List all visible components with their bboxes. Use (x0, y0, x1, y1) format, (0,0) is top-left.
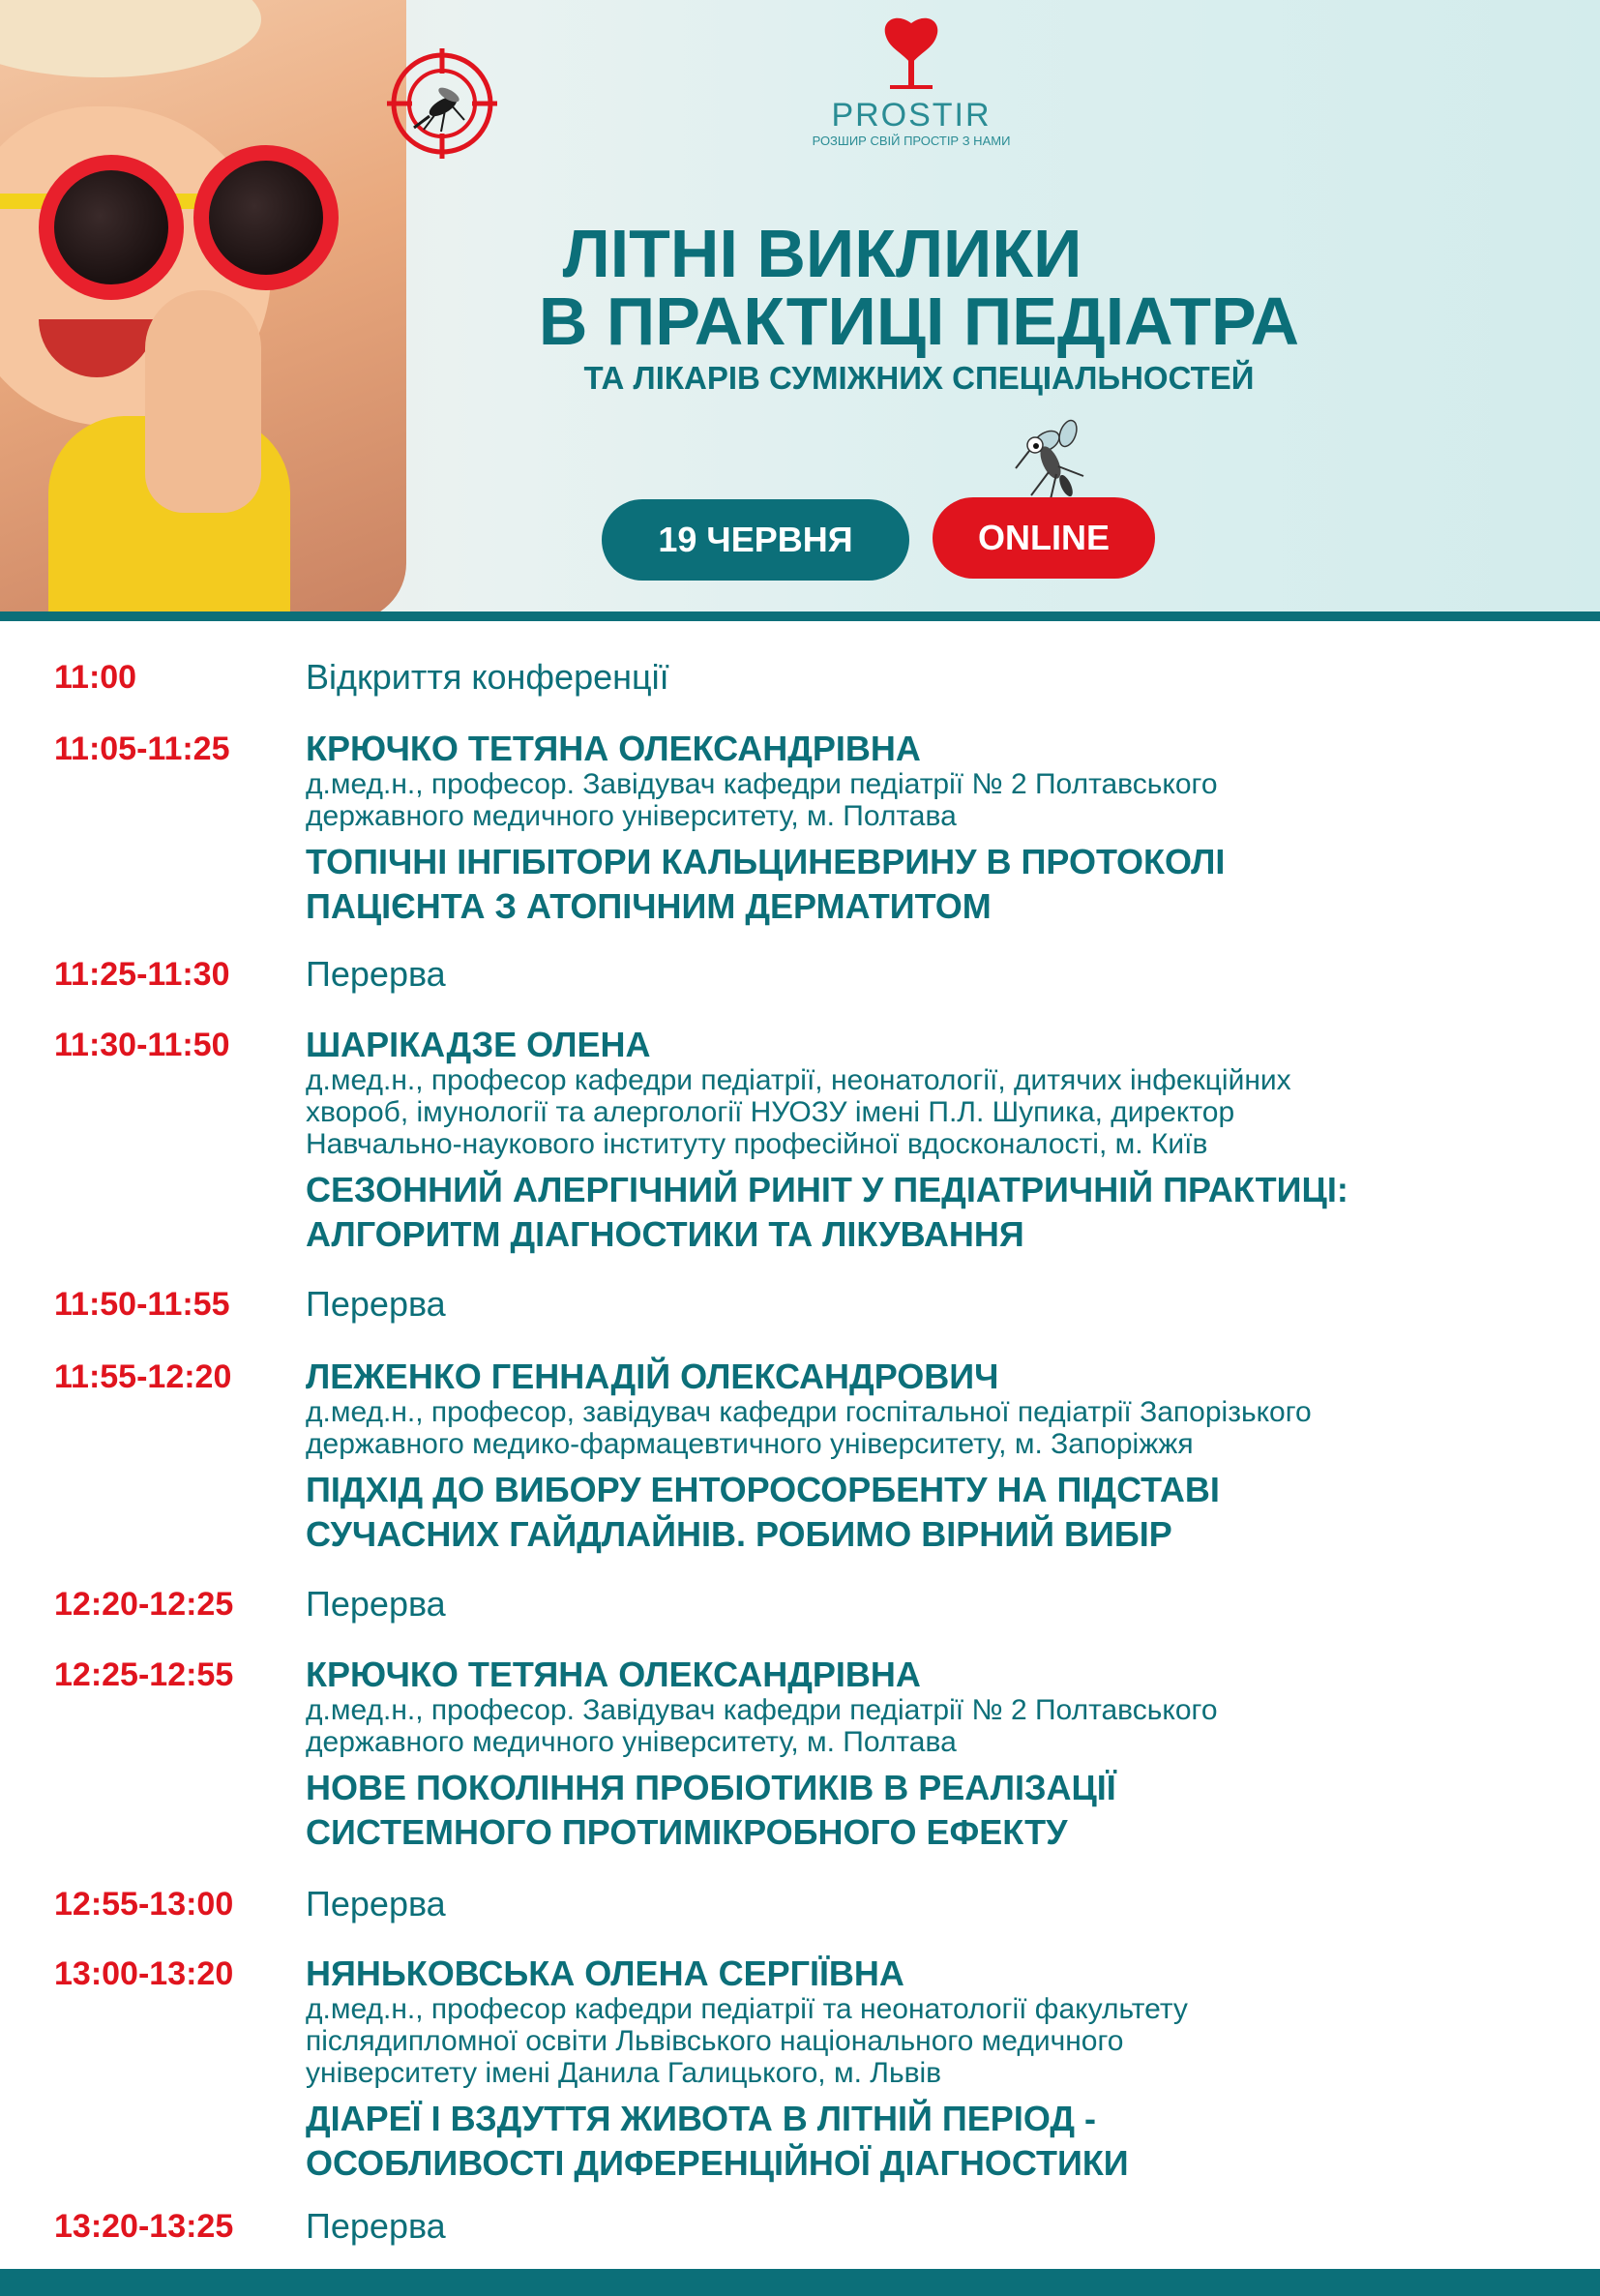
footer-bar (0, 2269, 1600, 2296)
session-content (306, 1357, 1573, 1557)
affiliation-line: д.мед.н., професор кафедри педіатрії та неонатології факультету (306, 1993, 1188, 2025)
speaker-affiliation (306, 1694, 1573, 1758)
session-content (306, 1954, 1573, 2186)
session-content (306, 658, 1573, 697)
session-content (306, 1285, 1573, 1324)
topic-line: СИСТЕМНОГО ПРОТИМІКРОБНОГО ЕФЕКТУ (306, 1812, 1068, 1852)
session-time: 13:20-13:25 (54, 2208, 234, 2245)
tree-logo-icon (876, 14, 946, 91)
affiliation-line: державного медичного університету, м. Полтава (306, 1726, 957, 1758)
session-content (306, 730, 1573, 929)
title-line-1: ЛІТНІ ВИКЛИКИ (562, 216, 1082, 291)
date-badge: 19 ЧЕРВНЯ (602, 499, 909, 581)
session-time: 11:30-11:50 (54, 1027, 230, 1063)
topic-line: АЛГОРИТМ ДІАГНОСТИКИ ТА ЛІКУВАННЯ (306, 1214, 1024, 1254)
session-content (306, 955, 1573, 994)
topic-line: ДІАРЕЇ І ВЗДУТТЯ ЖИВОТА В ЛІТНІЙ ПЕРІОД - (306, 2099, 1096, 2138)
affiliation-line: Навчально-наукового інституту професійної вдосконалості, м. Київ (306, 1128, 1208, 1160)
session-time: 11:05-11:25 (54, 731, 230, 767)
talk-topic (306, 1468, 1573, 1557)
subtitle: ТА ЛІКАРІВ СУМІЖНИХ СПЕЦІАЛЬНОСТЕЙ (583, 360, 1255, 396)
session-time: 11:55-12:20 (54, 1358, 232, 1395)
affiliation-line: д.мед.н., професор кафедри педіатрії, неонатології, дитячих інфекційних (306, 1064, 1291, 1096)
speaker-name: НЯНЬКОВСЬКА ОЛЕНА СЕРГІЇВНА (306, 1953, 904, 1993)
speaker-affiliation (306, 1396, 1573, 1460)
session-title: Відкриття конференції (306, 657, 669, 697)
speaker-name: ШАРІКАДЗЕ ОЛЕНА (306, 1025, 651, 1064)
topic-line: ПАЦІЄНТА З АТОПІЧНИМ ДЕРМАТИТОМ (306, 886, 992, 926)
talk-topic (306, 1766, 1573, 1855)
sunglasses-lens (193, 145, 339, 290)
session-time: 13:00-13:20 (54, 1955, 234, 1992)
talk-topic (306, 1168, 1573, 1257)
break-label: Перерва (306, 2206, 446, 2246)
session-time: 11:25-11:30 (54, 956, 230, 993)
speaker-affiliation (306, 1064, 1573, 1160)
topic-line: СУЧАСНИХ ГАЙДЛАЙНІВ. РОБИМО ВІРНИЙ ВИБІР (306, 1514, 1172, 1554)
logo-name: PROSTIR (831, 97, 992, 134)
hero-photo (0, 0, 406, 621)
session-time: 12:25-12:55 (54, 1656, 234, 1693)
affiliation-line: д.мед.н., професор. Завідувач кафедри педіатрії № 2 Полтавського (306, 1694, 1218, 1726)
affiliation-line: хвороб, імунології та алергології НУОЗУ імені П.Л. Шупика, директор (306, 1096, 1235, 1128)
speaker-affiliation (306, 1993, 1573, 2089)
break-label: Перерва (306, 1284, 446, 1324)
sun-hat (0, 0, 261, 77)
affiliation-line: післядипломної освіти Львівського національного медичного (306, 2025, 1124, 2057)
break-label: Перерва (306, 1884, 446, 1923)
session-time: 12:55-13:00 (54, 1886, 234, 1923)
talk-topic (306, 2097, 1573, 2186)
break-label: Перерва (306, 954, 446, 994)
topic-line: ПІДХІД ДО ВИБОРУ ЕНТОРОСОРБЕНТУ НА ПІДСТАВІ (306, 1470, 1220, 1509)
session-content (306, 1885, 1573, 1923)
session-time: 11:00 (54, 659, 137, 696)
cartoon-mosquito-icon (1012, 412, 1101, 503)
break-label: Перерва (306, 1584, 446, 1624)
affiliation-line: державного медико-фармацевтичного університету, м. Запоріжжя (306, 1428, 1194, 1460)
session-content (306, 1026, 1573, 1257)
topic-line: ОСОБЛИВОСТІ ДИФЕРЕНЦІЙНОЇ ДІАГНОСТИКИ (306, 2143, 1129, 2183)
mosquito-target-icon (385, 46, 499, 161)
topic-line: СЕЗОННИЙ АЛЕРГІЧНИЙ РИНІТ У ПЕДІАТРИЧНІЙ ПРАКТИЦІ: (306, 1170, 1348, 1209)
session-content (306, 1585, 1573, 1624)
header-banner (0, 0, 1600, 621)
logo-tagline: РОЗШИР СВІЙ ПРОСТІР З НАМИ (812, 134, 1011, 148)
session-content (306, 2207, 1573, 2246)
topic-line: НОВЕ ПОКОЛІННЯ ПРОБІОТИКІВ В РЕАЛІЗАЦІЇ (306, 1768, 1116, 1807)
affiliation-line: державного медичного університету, м. Полтава (306, 800, 957, 832)
speaker-affiliation (306, 768, 1573, 832)
online-badge: ONLINE (933, 497, 1155, 579)
session-time: 12:20-12:25 (54, 1586, 234, 1623)
affiliation-line: д.мед.н., професор. Завідувач кафедри педіатрії № 2 Полтавського (306, 768, 1218, 800)
topic-line: ТОПІЧНІ ІНГІБІТОРИ КАЛЬЦИНЕВРИНУ В ПРОТОКОЛІ (306, 842, 1226, 881)
affiliation-line: університету імені Данила Галицького, м. Львів (306, 2057, 942, 2089)
session-time: 11:50-11:55 (54, 1286, 230, 1323)
speaker-name: ЛЕЖЕНКО ГЕННАДІЙ ОЛЕКСАНДРОВИЧ (306, 1357, 999, 1396)
sunglasses-lens (39, 155, 184, 300)
hand (145, 290, 261, 513)
affiliation-line: д.мед.н., професор, завідувач кафедри госпітальної педіатрії Запорізького (306, 1396, 1312, 1428)
speaker-name: КРЮЧКО ТЕТЯНА ОЛЕКСАНДРІВНА (306, 1655, 921, 1694)
talk-topic (306, 840, 1573, 929)
speaker-name: КРЮЧКО ТЕТЯНА ОЛЕКСАНДРІВНА (306, 729, 921, 768)
title-line-2: В ПРАКТИЦІ ПЕДІАТРА (538, 283, 1300, 359)
prostir-logo (795, 14, 1027, 148)
session-content (306, 1655, 1573, 1855)
